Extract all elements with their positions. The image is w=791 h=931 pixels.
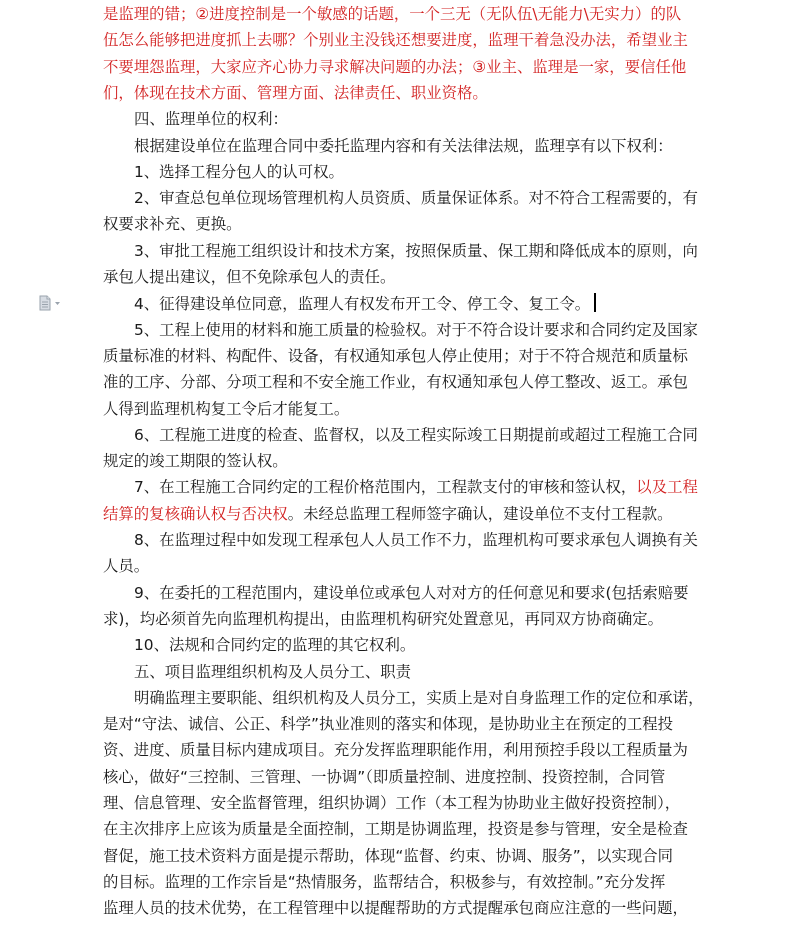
text-line xyxy=(134,662,411,682)
text-run: 人员。 xyxy=(103,557,150,576)
text-line xyxy=(134,635,415,655)
text-line xyxy=(103,57,686,77)
text-line xyxy=(134,241,698,261)
text-run: 8、在监理过程中如发现工程承包人人员工作不力，监理机构可要求承包人调换有关 xyxy=(134,531,698,549)
text-run: 7、在工程施工合同约定的工程价格范围内，工程款支付的审核和签认权， xyxy=(134,478,637,497)
highlighted-text: 们，体现在技术方面、管理方面、法律责任、职业资格。 xyxy=(103,83,488,102)
text-line xyxy=(134,530,698,550)
text-run: 9、在委托的工程范围内，建设单位或承包人对对方的任何意见和要求(包括索赔要 xyxy=(134,583,689,602)
text-run: 在主次排序上应该为质量是全面控制，工期是协调监理，投资是参与管理，安全是检查 xyxy=(103,820,688,839)
highlighted-text: 伍怎么能够把进度抓上去哪？个别业主没钱还想要进度，监理干着急没办法，希望业主 xyxy=(103,31,688,50)
text-run: 的目标。监理的工作宗旨是“热情服务，监帮结合，积极参与，有效控制。”充分发挥 xyxy=(103,872,666,891)
text-line xyxy=(103,4,681,24)
highlighted-text: 以及工程 xyxy=(636,478,698,497)
text-line xyxy=(103,714,673,734)
text-line xyxy=(103,30,688,50)
text-run: 4、征得建设单位同意，监理人有权发布开工令、停工令、复工令。 xyxy=(134,295,591,314)
text-line xyxy=(103,819,688,839)
text-line xyxy=(134,162,344,182)
text-run: 1、选择工程分包人的认可权。 xyxy=(134,162,344,181)
text-run: 6、工程施工进度的检查、监督权，以及工程实际竣工日期提前或超过工程施工合同 xyxy=(134,425,698,444)
text-cursor xyxy=(594,293,596,312)
text-run: 根据建设单位在监理合同中委托监理内容和有关法律法规，监理享有以下权利： xyxy=(134,136,673,155)
text-run: 是对“守法、诚信、公正、科学”执业准则的落实和体现，是协助业主在预定的工程投 xyxy=(103,715,674,734)
text-line xyxy=(103,267,395,287)
text-run: 3、审批工程施工组织设计和技术方案，按照保质量、保工期和降低成本的原则，向 xyxy=(134,241,698,260)
text-line xyxy=(134,109,288,129)
document-icon[interactable] xyxy=(38,295,64,311)
text-line xyxy=(103,740,688,760)
highlighted-text: 结算的复核确认权与否决权 xyxy=(103,504,288,523)
text-line xyxy=(103,872,665,892)
text-run: 5、工程上使用的材料和施工质量的检验权。对于不符合设计要求和合同约定及国家 xyxy=(134,320,698,339)
text-line xyxy=(103,83,488,103)
text-line xyxy=(103,793,680,813)
text-run: 求)，均必须首先向监理机构提出，由监理机构研究处置意见，再同双方协商确定。 xyxy=(103,609,664,628)
text-line xyxy=(103,609,663,629)
text-line xyxy=(103,451,288,471)
text-run: 明确监理主要职能、组织机构及人员分工，实质上是对自身监理工作的定位和承诺， xyxy=(134,688,704,707)
text-line xyxy=(103,556,149,576)
text-line xyxy=(134,188,698,208)
text-run: 。未经总监理工程师签字确认，建设单位不支付工程款。 xyxy=(287,504,673,523)
text-line xyxy=(134,688,703,708)
text-line xyxy=(103,346,688,366)
text-line xyxy=(134,136,673,156)
text-run: 10、法规和合同约定的监理的其它权利。 xyxy=(134,636,416,655)
text-run: 质量标准的材料、构配件、设备，有权通知承包人停止使用；对于不符合规范和质量标 xyxy=(103,346,688,365)
text-line xyxy=(103,372,688,392)
text-line xyxy=(103,399,349,419)
text-line xyxy=(134,293,596,314)
text-run: 承包人提出建议，但不免除承包人的责任。 xyxy=(103,268,396,286)
text-run: 监理人员的技术优势，在工程管理中以提醒帮助的方式提醒承包商应注意的一些问题， xyxy=(103,899,688,918)
text-line xyxy=(103,504,672,524)
text-line xyxy=(134,320,698,340)
highlighted-text: 不要埋怨监理，大家应齐心协力寻求解决问题的办法；③业主、监理是一家，要信任他 xyxy=(103,57,687,76)
text-run: 五、项目监理组织机构及人员分工、职责 xyxy=(134,662,412,681)
text-line xyxy=(103,214,242,234)
text-run: 督促，施工技术资料方面是提示帮助，体现“监督、约束、协调、服务”，以实现合同 xyxy=(103,846,674,865)
text-run: 准的工序、分部、分项工程和不安全施工作业，有权通知承包人停工整改、返工。承包 xyxy=(103,373,688,392)
text-run: 理、信息管理、安全监督管理，组织协调）工作（本工程为协助业主做好投资控制）， xyxy=(103,794,681,812)
text-run: 四、监理单位的权利： xyxy=(134,110,288,129)
text-line xyxy=(134,583,688,603)
text-line xyxy=(103,846,673,866)
text-line xyxy=(134,425,698,445)
text-line xyxy=(103,898,688,918)
text-run: 权要求补充、更换。 xyxy=(103,215,242,234)
text-run: 人得到监理机构复工令后才能复工。 xyxy=(103,399,350,418)
text-run: 2、审查总包单位现场管理机构人员资质、质量保证体系。对不符合工程需要的，有 xyxy=(134,189,698,208)
text-run: 规定的竣工期限的签认权。 xyxy=(103,452,288,471)
text-run: 核心，做好“三控制、三管理、一协调”（即质量控制、进度控制、投资控制，合同管 xyxy=(103,767,666,786)
text-run: 资、进度、质量目标内建成项目。充分发挥监理职能作用，利用预控手段以工程质量为 xyxy=(103,741,688,760)
text-line xyxy=(134,477,698,497)
text-line xyxy=(103,767,665,787)
highlighted-text: 是监理的错；②进度控制是一个敏感的话题，一个三无（无队伍\无能力\无实力）的队 xyxy=(103,5,682,23)
